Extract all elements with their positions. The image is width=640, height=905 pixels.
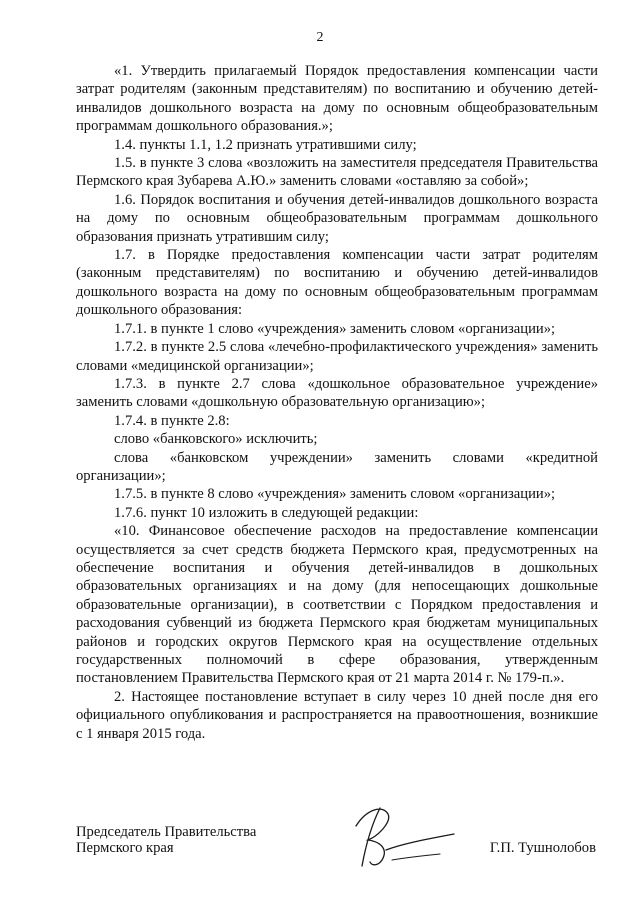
paragraph-1-7-6: 1.7.6. пункт 10 изложить в следующей редакции: [114, 504, 419, 521]
paragraph-1-7-5: 1.7.5. в пункте 8 слово «учреждения» заменить словом «организации»; [114, 486, 556, 503]
signatory-title-line2: Пермского края [76, 840, 174, 856]
paragraph-1-7-4: 1.7.4. в пункте 2.8: [114, 412, 230, 429]
signatory-name: Г.П. Тушнолобов [489, 840, 596, 856]
paragraph-1-7-4-b: слова «банковском учреждении» заменить словами «кредитной организации»; [76, 449, 598, 484]
paragraph-1-7: 1.7. в Порядке предоставления компенсации части затрат родителям (законным представителям) по воспитанию и обучению детей-инвалидов дошкольного возраста на дому по основным общеобразовательным программам дошкольного образования: [76, 247, 598, 319]
handwritten-signature [342, 800, 462, 874]
signatory-title-line1: Председатель Правительства [76, 824, 257, 840]
paragraph-point-10: «10. Финансовое обеспечение расходов на предоставление компенсации осуществляется за счет средств бюджета Пермского края, предусмотренных на обеспечение воспитания и обучения детей-инвалидов в дошкольных образовательных организациях и на дому (для непосещающих дошкольные образовательные организации), в соответствии с Порядком предоставления и расходования субвенций из бюджета Пермского края бюджетам муниципальных районов и городских округов Пермского края на осуществление отдельных государственных полномочий в сфере образования, утвержденным постановлением Правительства Пермского края от 21 марта 2014 г. № 179-п.». [76, 523, 598, 687]
paragraph-1-6: 1.6. Порядок воспитания и обучения детей-инвалидов дошкольного возраста на дому по основным общеобразовательным программам дошкольного образования признать утратившим силу; [76, 191, 598, 245]
paragraph-1-7-3: 1.7.3. в пункте 2.7 слова «дошкольное образовательное учреждение» заменить словами «дошкольную образовательную организацию»; [76, 375, 598, 411]
paragraph-approve-order: «1. Утвердить прилагаемый Порядок предоставления компенсации части затрат родителям (законным представителям) по воспитанию и обучению детей-инвалидов дошкольного возраста на дому по основным общеобразовательным программам дошкольного образования.»; [76, 63, 598, 135]
paragraph-1-7-2: 1.7.2. в пункте 2.5 слова «лечебно-профилактического учреждения» заменить словами «медицинской организации»; [76, 339, 598, 374]
paragraph-1-4: 1.4. пункты 1.1, 1.2 признать утратившими силу; [114, 136, 417, 153]
document-body [76, 62, 598, 743]
page-number: 2 [316, 30, 324, 45]
paragraph-1-7-1: 1.7.1. в пункте 1 слово «учреждения» заменить словом «организации»; [114, 320, 556, 337]
signature-block [76, 818, 598, 878]
paragraph-1-5: 1.5. в пункте 3 слова «возложить на заместителя председателя Правительства Пермского края Зубарева А.Ю.» заменить словами «оставляю за собой»; [76, 155, 598, 190]
paragraph-2-effective-date: 2. Настоящее постановление вступает в силу через 10 дней после дня его официального опубликования и распространяется на правоотношения, возникшие с 1 января 2015 года. [76, 688, 598, 742]
signatory-title [76, 824, 256, 856]
paragraph-1-7-4-a: слово «банковского» исключить; [114, 431, 318, 448]
